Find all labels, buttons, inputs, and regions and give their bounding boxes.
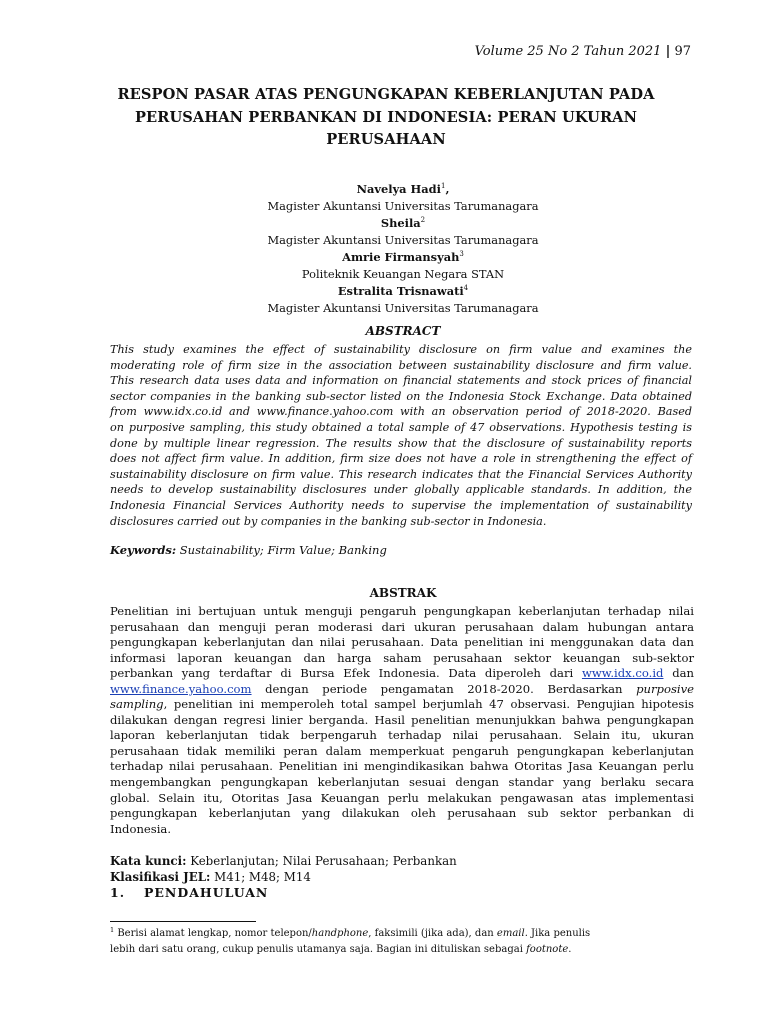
title-line: RESPON PASAR ATAS PENGUNGKAPAN KEBERLANJUTAN PADA [117, 86, 655, 103]
abstract-line: This study examines the effect of sustainability disclosure on firm value and examines the [110, 343, 692, 356]
section-heading [110, 885, 268, 900]
abstrak-text: , penelitian ini memperoleh total sampel berjumlah 47 observasi. Pengujian hipotesis [163, 697, 694, 712]
abstrak-line: terhadap nilai perusahaan. Penelitian ini mengindikasikan bahwa Otoritas Jasa Keuangan perlu [110, 759, 694, 774]
author-entry [110, 249, 696, 266]
abstrak-heading: ABSTRAK [369, 586, 437, 600]
section-title: PENDAHULUAN [144, 885, 269, 900]
abstrak-line [110, 697, 694, 713]
yahoo-link[interactable]: www.finance.yahoo.com [110, 681, 252, 696]
jel-classification [110, 869, 696, 885]
abstrak-text: dengan periode pengamatan 2018-2020. Berdasarkan [265, 681, 623, 696]
author-suffix: , [445, 182, 450, 196]
abstrak-line: mengembangkan pengungkapan keberlanjutan sesuai dengan standar yang berlaku secara [110, 775, 694, 790]
abstract-line: Indonesia Financial Services Authority needs to supervise the implementation of sustainability [110, 498, 692, 512]
abstrak-line: Indonesia. [110, 821, 172, 836]
author-sup: 4 [463, 284, 469, 292]
paper-title [110, 84, 662, 152]
volume-info: Volume 25 No 2 Tahun 2021 [474, 44, 662, 59]
author-entry [110, 283, 696, 300]
abstract-line: This research data uses data and information on financial statements and stock prices of financial [110, 374, 692, 388]
author-sup: 2 [420, 216, 426, 224]
kata-kunci-label: Kata kunci: [110, 854, 187, 868]
abstrak-line: laporan keberlanjutan tidak berpengaruh terhadap nilai perusahaan. Selain itu, ukuran [110, 728, 694, 743]
abstrak-line [110, 666, 694, 682]
keywords [110, 543, 696, 557]
footnote-divider [110, 921, 256, 922]
author-name: Amrie Firmansyah [342, 250, 460, 264]
header-separator: | [665, 44, 671, 59]
abstrak-line [110, 682, 694, 698]
author-affiliation: Magister Akuntansi Universitas Tarumanagara [267, 233, 539, 247]
abstrak-line: pengungkapan keberlanjutan dan nilai perusahaan. Data penelitian ini menggunakan data dan [110, 635, 694, 650]
abstrak-italic: purposive [636, 681, 695, 696]
abstrak-line: perusahaan tidak memiliki peran dalam memperkuat pengaruh pengungkapan keberlanjutan [110, 743, 694, 758]
abstrak-line: perusahaan dan menguji peran moderasi dari ukuran perusahaan dalam hubungan antara [110, 619, 694, 634]
jel-value: M41; M48; M14 [214, 870, 311, 884]
abstract-line: sector companies in the banking sub-sector listed on the Indonesia Stock Exchange. Data obtained [110, 389, 692, 403]
kata-kunci [110, 853, 696, 869]
footnote-italic: handphone [311, 928, 369, 939]
abstrak-text: dan [672, 666, 695, 681]
author-entry [110, 181, 696, 198]
jel-label: Klasifikasi JEL: [110, 870, 211, 884]
author-name: Navelya Hadi [356, 182, 441, 196]
footnote-text: Berisi alamat lengkap, nomor telepon/ [117, 928, 312, 939]
abstract-line: disclosures carried out by companies in the banking sub-sector in Indonesia. [110, 514, 547, 528]
abstract-line: done by multiple linear regression. The results show that the disclosure of sustainability reports [110, 436, 692, 450]
abstrak-line: informasi laporan keuangan dan harga saham perusahaan sektor keuangan sub-sektor [110, 650, 694, 665]
page-number: 97 [674, 44, 691, 59]
author-sup: 1 [440, 182, 446, 190]
abstract-line: on purposive sampling, this study obtained a total sample of 47 observations. Hypothesis testing is [110, 420, 692, 434]
author-name: Estralita Trisnawati [337, 284, 464, 298]
author-entry [110, 215, 696, 232]
footnote-italic: email [496, 928, 525, 939]
footnote-text: , faksimili (jika ada), dan [368, 928, 494, 939]
abstrak-line: pengungkapan keberlanjutan yang dilakukan oleh perusahaan sub sektor perbankan di [110, 806, 694, 821]
abstract-line: does not affect firm value. In addition, firm size does not have a role in strengthening the effect of [110, 452, 692, 466]
abstrak-text: perbankan yang terdaftar di Bursa Efek Indonesia. Data diperoleh dari [110, 666, 574, 681]
author-affiliation: Politeknik Keuangan Negara STAN [301, 267, 505, 281]
kata-kunci-block [110, 853, 696, 885]
abstrak-line: dilakukan dengan regresi linier berganda. Hasil penelitian menunjukkan bahwa pengungkapan [110, 712, 694, 727]
author-affiliation: Magister Akuntansi Universitas Tarumanagara [267, 301, 539, 315]
abstract-line: moderating role of firm size in the association between sustainability disclosure and firm value. [110, 358, 692, 372]
kata-kunci-value: Keberlanjutan; Nilai Perusahaan; Perbankan [190, 854, 457, 868]
author-name: Sheila [380, 216, 421, 230]
abstract-line: from www.idx.co.id and www.finance.yahoo.com with an observation period of 2018-2020. Based [110, 405, 692, 419]
footnote-line [110, 942, 696, 958]
keywords-label: Keywords: [110, 543, 177, 557]
keywords-value: Sustainability; Firm Value; Banking [179, 543, 387, 557]
abstrak-body [110, 604, 694, 837]
footnote-italic: footnote [526, 943, 569, 955]
abstract-line: sustainability disclosure on firm value. This research indicates that the Financial Services Authority [110, 467, 692, 481]
running-header [475, 44, 691, 59]
author-sup: 3 [459, 250, 464, 258]
abstrak-line: Penelitian ini bertujuan untuk menguji pengaruh pengungkapan keberlanjutan terhadap nilai [110, 604, 694, 618]
footnote-text: lebih dari satu orang, cukup penulis utamanya saja. Bagian ini dituliskan sebagai [110, 943, 523, 955]
footnote-text: . [568, 943, 572, 955]
abstract-body [110, 342, 692, 529]
section-number: 1. [110, 885, 126, 900]
abstract-line: needs to develop sustainability disclosures under globally applicable standards. In addition, the [110, 483, 692, 497]
abstract-heading: ABSTRACT [365, 324, 441, 338]
author-block [110, 181, 696, 317]
idx-link[interactable]: www.idx.co.id [581, 666, 664, 681]
footnote-mark: 1 [110, 926, 115, 934]
footnote [110, 926, 696, 957]
footnote-text: . Jika penulis [524, 928, 591, 939]
footnote-line [110, 926, 696, 942]
title-line: PERUSAHAN PERBANKAN DI INDONESIA: PERAN UKURAN [134, 108, 638, 126]
author-affiliation: Magister Akuntansi Universitas Tarumanagara [267, 199, 539, 213]
title-line: PERUSAHAAN [326, 131, 446, 148]
abstrak-italic: sampling [110, 697, 164, 712]
abstrak-line: global. Selain itu, Otoritas Jasa Keuangan perlu melakukan pengawasan atas implementasi [110, 790, 694, 805]
